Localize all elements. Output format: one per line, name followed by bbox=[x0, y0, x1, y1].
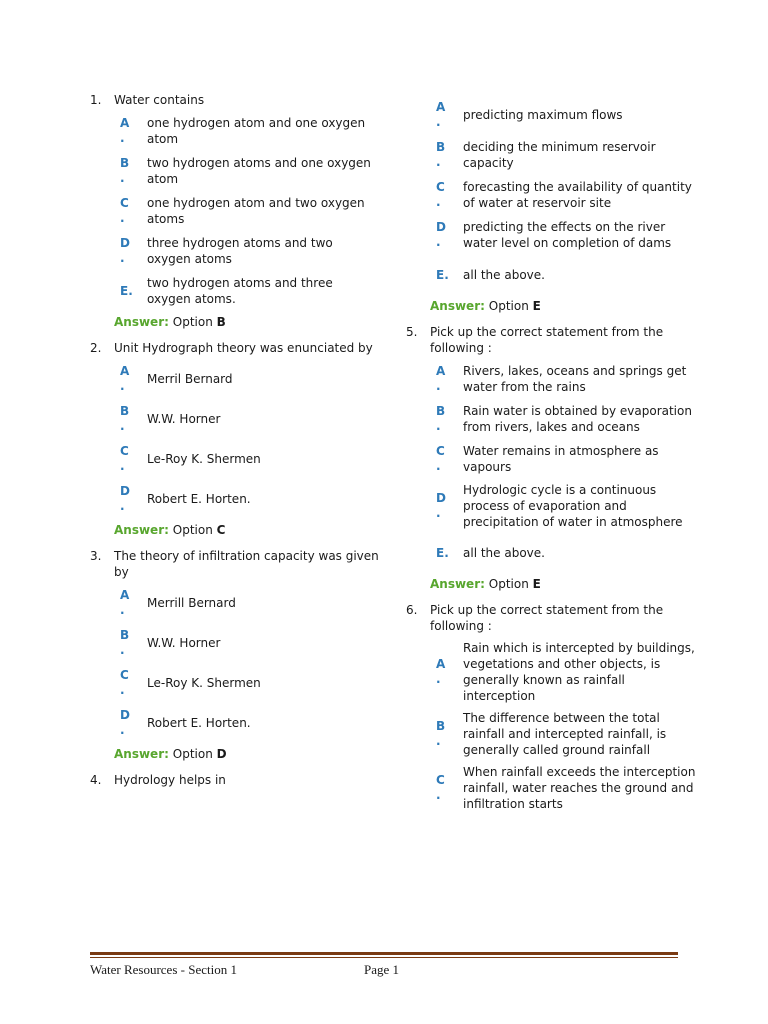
option-letter bbox=[114, 284, 147, 299]
option-letter-dot: . bbox=[120, 459, 125, 473]
option-letter-dot: . bbox=[120, 131, 125, 145]
answer-label: Answer: bbox=[430, 299, 485, 313]
option-letter-dot: . bbox=[120, 251, 125, 265]
option-text: Robert E. Horten. bbox=[147, 716, 251, 730]
option-item bbox=[114, 194, 380, 228]
option-item bbox=[114, 234, 380, 268]
option-letter-dot: . bbox=[436, 672, 441, 686]
option-letter-dot: . bbox=[436, 788, 441, 802]
option-letter-dot: . bbox=[120, 603, 125, 617]
option-letter-dot: . bbox=[120, 211, 125, 225]
option-text: W.W. Horner bbox=[147, 412, 221, 426]
option-item bbox=[430, 362, 696, 396]
question-text: The theory of infiltration capacity was given by bbox=[114, 549, 379, 579]
option-letter-dot: . bbox=[120, 723, 125, 737]
option-text: two hydrogen atoms and three oxygen atoms. bbox=[147, 276, 333, 306]
option-letter-dot: . bbox=[436, 115, 441, 129]
option-letter-text: C bbox=[120, 196, 129, 210]
question-text: Water contains bbox=[114, 93, 205, 107]
question-text: Unit Hydrograph theory was enunciated by bbox=[114, 341, 373, 355]
option-letter-dot: . bbox=[436, 459, 441, 473]
option-letter-dot: . bbox=[120, 379, 125, 393]
option-list bbox=[406, 98, 696, 292]
option-letter-dot: . bbox=[436, 195, 441, 209]
option-text: two hydrogen atoms and one oxygen atom bbox=[147, 156, 371, 186]
option-list bbox=[90, 114, 380, 308]
option-letter bbox=[430, 491, 463, 521]
option-list bbox=[90, 362, 380, 516]
footer-section-title: Water Resources - Section 1 bbox=[90, 962, 237, 977]
option-item bbox=[430, 98, 696, 132]
option-list bbox=[406, 640, 696, 812]
option-item bbox=[430, 218, 696, 252]
option-item bbox=[430, 442, 696, 476]
option-letter-dot: . bbox=[436, 235, 441, 249]
option-item bbox=[430, 710, 696, 758]
option-letter-text: E. bbox=[120, 283, 133, 298]
option-item bbox=[430, 640, 696, 704]
option-text: Robert E. Horten. bbox=[147, 492, 251, 506]
question-number: 4. bbox=[90, 773, 102, 787]
question bbox=[406, 98, 696, 314]
answer-line bbox=[90, 314, 380, 330]
option-text: The difference between the total rainfall and intercepted rainfall, is generally called ground rainfall bbox=[463, 711, 667, 757]
option-item bbox=[114, 666, 380, 700]
answer-prefix: Option bbox=[172, 315, 213, 329]
option-letter bbox=[430, 140, 463, 170]
option-letter bbox=[430, 657, 463, 687]
option-letter-text: A bbox=[120, 116, 130, 130]
answer-label: Answer: bbox=[114, 747, 169, 761]
option-letter-text: A bbox=[120, 364, 130, 378]
option-letter-dot: . bbox=[436, 419, 441, 433]
option-letter-dot: . bbox=[436, 734, 441, 748]
option-item bbox=[114, 442, 380, 476]
question-text: Pick up the correct statement from the following : bbox=[430, 603, 664, 633]
option-text: three hydrogen atoms and two oxygen atoms bbox=[147, 236, 333, 266]
option-letter bbox=[114, 444, 147, 474]
option-letter-text: D bbox=[436, 220, 446, 234]
option-item bbox=[114, 274, 380, 308]
option-text: all the above. bbox=[463, 268, 545, 282]
footer-page-number: Page 1 bbox=[364, 962, 400, 977]
option-letter bbox=[114, 404, 147, 434]
option-text: Rain which is intercepted by buildings, vegetations and other objects, is generally known as rainfall interception bbox=[463, 641, 695, 703]
option-letter-text: C bbox=[120, 668, 129, 682]
answer-prefix: Option bbox=[172, 747, 213, 761]
left-column bbox=[90, 92, 380, 798]
question bbox=[406, 602, 696, 812]
question bbox=[90, 772, 380, 788]
option-item bbox=[430, 482, 696, 530]
answer-prefix: Option bbox=[488, 299, 529, 313]
option-letter-text: C bbox=[436, 773, 445, 787]
option-letter bbox=[114, 708, 147, 738]
option-item bbox=[114, 114, 380, 148]
option-letter-text: B bbox=[120, 628, 130, 642]
option-letter bbox=[430, 719, 463, 749]
answer-value: E bbox=[532, 577, 541, 591]
question-number: 5. bbox=[406, 325, 418, 339]
option-letter-text: C bbox=[120, 444, 129, 458]
option-item bbox=[114, 482, 380, 516]
question bbox=[90, 548, 380, 762]
option-text: all the above. bbox=[463, 546, 545, 560]
answer-prefix: Option bbox=[488, 577, 529, 591]
question-stem bbox=[90, 340, 380, 356]
option-text: Merril Bernard bbox=[147, 372, 233, 386]
option-text: Merrill Bernard bbox=[147, 596, 236, 610]
answer-label: Answer: bbox=[430, 577, 485, 591]
question-stem bbox=[406, 324, 696, 356]
option-item bbox=[430, 178, 696, 212]
option-letter bbox=[430, 364, 463, 394]
option-item bbox=[114, 586, 380, 620]
option-letter bbox=[114, 484, 147, 514]
option-letter-text: D bbox=[436, 491, 446, 505]
answer-value: D bbox=[216, 747, 227, 761]
footer-rule-thick bbox=[90, 952, 678, 955]
answer-value: B bbox=[216, 315, 226, 329]
option-item bbox=[114, 362, 380, 396]
option-letter-text: D bbox=[120, 236, 130, 250]
question-number: 2. bbox=[90, 341, 102, 355]
option-letter-text: E. bbox=[436, 545, 449, 560]
question-text: Pick up the correct statement from the following : bbox=[430, 325, 664, 355]
option-letter bbox=[114, 668, 147, 698]
option-letter-text: C bbox=[436, 180, 445, 194]
option-letter-dot: . bbox=[436, 379, 441, 393]
answer-line bbox=[90, 746, 380, 762]
option-letter bbox=[430, 546, 463, 561]
option-letter-text: E. bbox=[436, 267, 449, 282]
option-text: Rivers, lakes, oceans and springs get water from the rains bbox=[463, 364, 687, 394]
option-item bbox=[430, 764, 696, 812]
option-letter bbox=[114, 236, 147, 266]
option-letter-text: A bbox=[120, 588, 130, 602]
option-text: predicting the effects on the river water level on completion of dams bbox=[463, 220, 672, 250]
question bbox=[406, 324, 696, 592]
answer-value: E bbox=[532, 299, 541, 313]
option-letter bbox=[114, 196, 147, 226]
option-letter bbox=[430, 773, 463, 803]
option-letter-text: B bbox=[436, 140, 446, 154]
option-letter-dot: . bbox=[120, 499, 125, 513]
option-letter-text: C bbox=[436, 444, 445, 458]
option-list bbox=[90, 586, 380, 740]
option-letter-text: A bbox=[436, 364, 446, 378]
question-stem bbox=[90, 772, 380, 788]
option-item bbox=[430, 536, 696, 570]
option-letter bbox=[114, 156, 147, 186]
answer-line bbox=[90, 522, 380, 538]
question-number: 3. bbox=[90, 549, 102, 563]
option-letter-dot: . bbox=[120, 419, 125, 433]
question-stem bbox=[406, 602, 696, 634]
answer-line bbox=[406, 298, 696, 314]
option-letter-text: A bbox=[436, 100, 446, 114]
option-letter-text: D bbox=[120, 708, 130, 722]
option-text: Hydrologic cycle is a continuous process of evaporation and precipitation of water in atmosphere bbox=[463, 483, 683, 529]
option-letter bbox=[114, 364, 147, 394]
question-stem bbox=[90, 548, 380, 580]
option-letter-text: B bbox=[120, 156, 130, 170]
question-text: Hydrology helps in bbox=[114, 773, 226, 787]
option-text: W.W. Horner bbox=[147, 636, 221, 650]
option-letter bbox=[430, 268, 463, 283]
option-text: Le-Roy K. Shermen bbox=[147, 676, 261, 690]
option-item bbox=[430, 138, 696, 172]
footer-rule-thin bbox=[90, 957, 678, 958]
option-letter-text: B bbox=[436, 719, 446, 733]
option-item bbox=[114, 706, 380, 740]
option-letter bbox=[430, 180, 463, 210]
option-item bbox=[114, 402, 380, 436]
option-letter-dot: . bbox=[120, 643, 125, 657]
option-list bbox=[406, 362, 696, 570]
right-column bbox=[406, 92, 696, 822]
option-item bbox=[114, 626, 380, 660]
question-stem bbox=[90, 92, 380, 108]
option-item bbox=[430, 402, 696, 436]
option-letter bbox=[430, 220, 463, 250]
answer-line bbox=[406, 576, 696, 592]
option-letter bbox=[430, 404, 463, 434]
option-text: deciding the minimum reservoir capacity bbox=[463, 140, 656, 170]
option-text: When rainfall exceeds the interception rainfall, water reaches the ground and infiltration starts bbox=[463, 765, 696, 811]
option-letter-text: B bbox=[120, 404, 130, 418]
question-number: 6. bbox=[406, 603, 418, 617]
option-text: predicting maximum flows bbox=[463, 108, 623, 122]
option-text: one hydrogen atom and two oxygen atoms bbox=[147, 196, 365, 226]
option-item bbox=[430, 258, 696, 292]
option-letter-dot: . bbox=[436, 506, 441, 520]
option-letter-text: D bbox=[120, 484, 130, 498]
option-text: Water remains in atmosphere as vapours bbox=[463, 444, 659, 474]
option-letter bbox=[430, 444, 463, 474]
option-letter bbox=[114, 588, 147, 618]
option-letter bbox=[430, 100, 463, 130]
answer-label: Answer: bbox=[114, 315, 169, 329]
option-item bbox=[114, 154, 380, 188]
option-letter-dot: . bbox=[436, 155, 441, 169]
question bbox=[90, 92, 380, 330]
option-letter bbox=[114, 628, 147, 658]
option-letter-text: B bbox=[436, 404, 446, 418]
question bbox=[90, 340, 380, 538]
option-letter-dot: . bbox=[120, 171, 125, 185]
option-text: Le-Roy K. Shermen bbox=[147, 452, 261, 466]
answer-label: Answer: bbox=[114, 523, 169, 537]
option-text: forecasting the availability of quantity of water at reservoir site bbox=[463, 180, 692, 210]
option-letter-text: A bbox=[436, 657, 446, 671]
question-number: 1. bbox=[90, 93, 102, 107]
option-letter-dot: . bbox=[120, 683, 125, 697]
answer-prefix: Option bbox=[172, 523, 213, 537]
option-text: Rain water is obtained by evaporation from rivers, lakes and oceans bbox=[463, 404, 692, 434]
option-text: one hydrogen atom and one oxygen atom bbox=[147, 116, 366, 146]
answer-value: C bbox=[216, 523, 226, 537]
option-letter bbox=[114, 116, 147, 146]
